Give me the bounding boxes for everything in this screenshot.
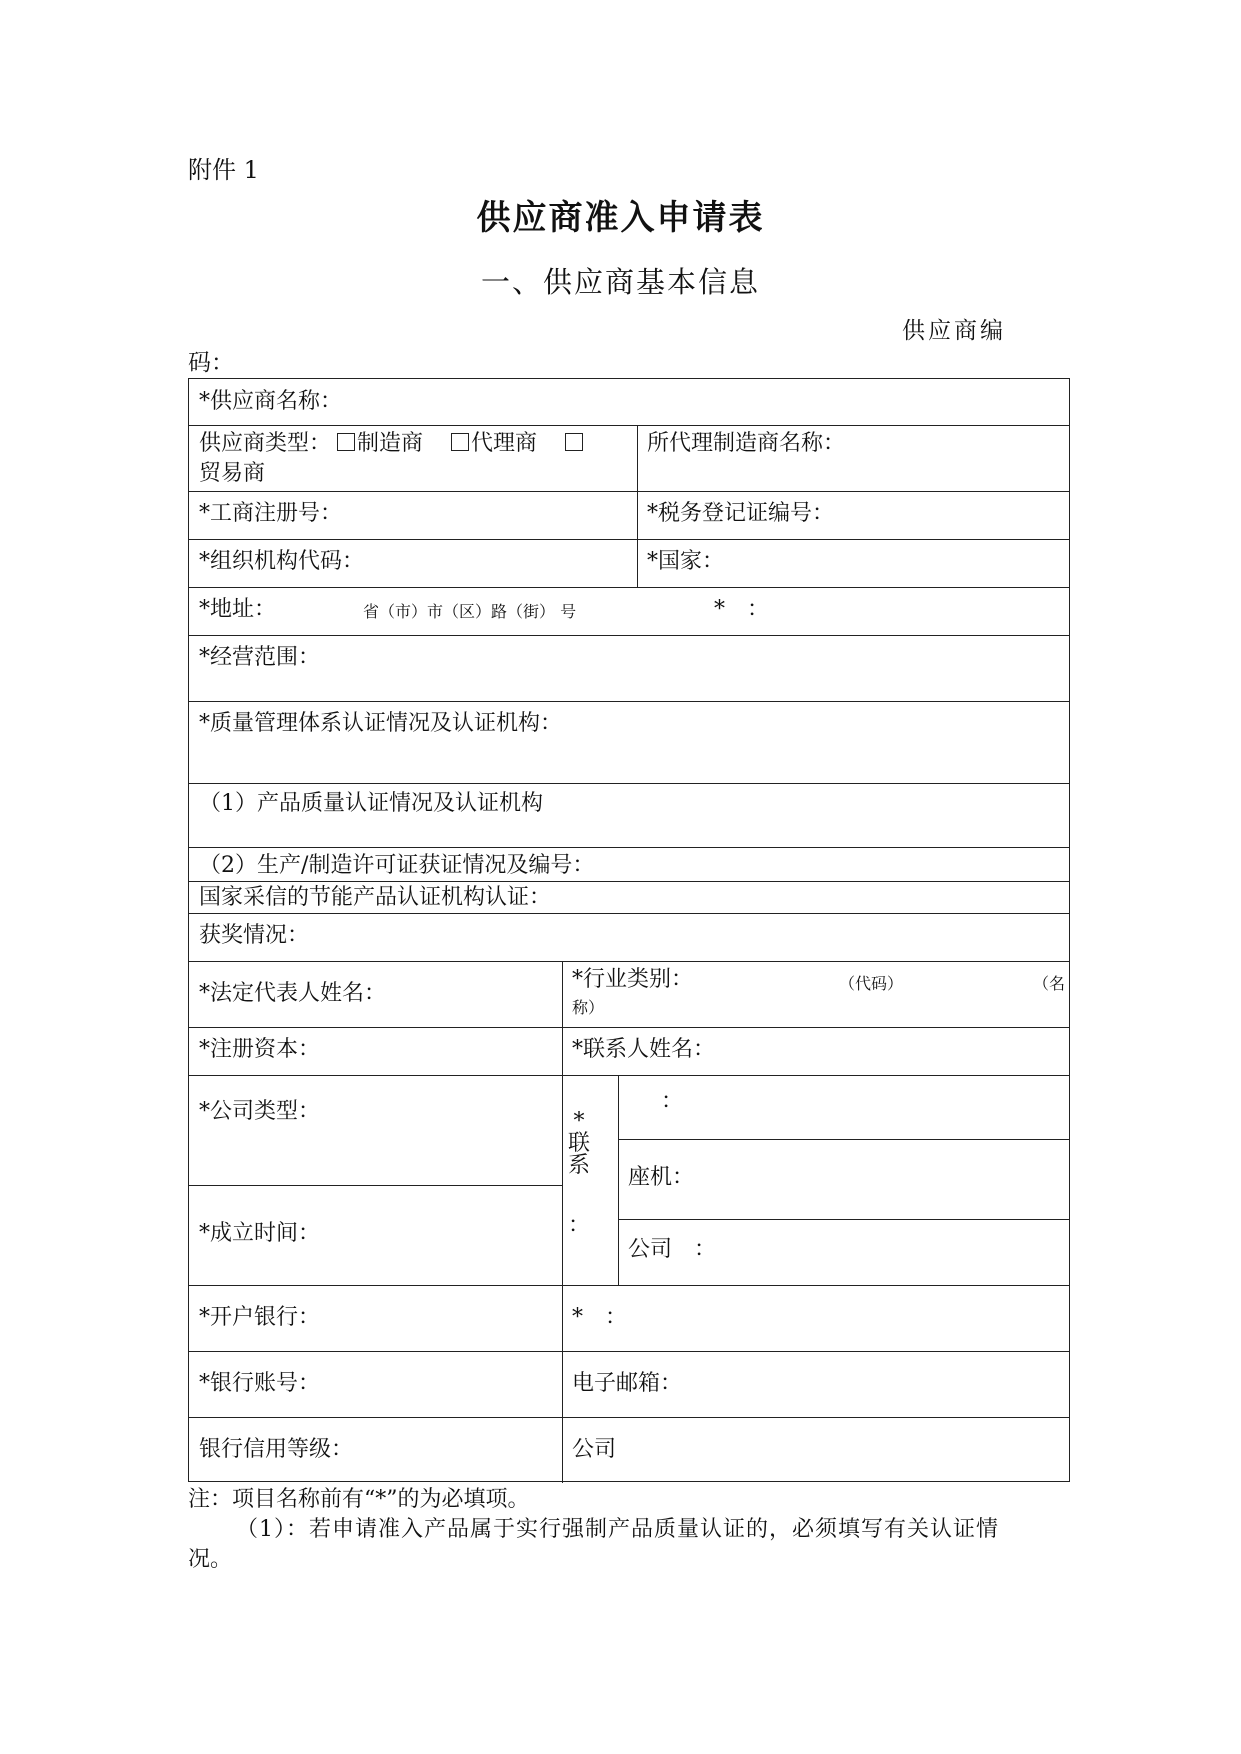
tax-reg-no-field[interactable]: *税务登记证编号：	[647, 501, 835, 526]
industry-field[interactable]: *行业类别：	[572, 967, 694, 992]
business-reg-no-field[interactable]: *工商注册号：	[199, 501, 343, 526]
industry-code-hint: （代码）	[839, 974, 904, 993]
org-code-field[interactable]: *组织机构代码：	[199, 549, 365, 574]
contact-char-1: 联	[567, 1131, 590, 1156]
established-date-field[interactable]: *成立时间：	[199, 1221, 321, 1246]
legal-rep-field[interactable]: *法定代表人姓名：	[199, 981, 387, 1006]
business-scope-field[interactable]: *经营范围：	[199, 645, 321, 670]
contact-name-field[interactable]: *联系人姓名：	[572, 1037, 716, 1062]
bank-right-field[interactable]: * ：	[572, 1305, 628, 1330]
attachment-label: 附件 1	[188, 156, 259, 184]
country-field[interactable]: *国家：	[647, 549, 725, 574]
manufacturer-option-label: 制造商	[357, 431, 424, 456]
application-form-table	[188, 378, 1070, 1482]
product-cert-field[interactable]: （1）产品质量认证情况及认证机构	[199, 791, 543, 816]
credit-rating-field[interactable]: 银行信用等级：	[199, 1437, 354, 1462]
agent-option-label: 代理商	[471, 431, 538, 456]
email-field[interactable]: 电子邮箱：	[572, 1371, 683, 1396]
section-title: 一、供应商基本信息	[480, 265, 760, 299]
address-field[interactable]: *地址：	[199, 597, 277, 622]
company-phone-field[interactable]: 公司 ：	[628, 1237, 717, 1262]
manufacturer-checkbox[interactable]	[337, 433, 355, 451]
trader-checkbox[interactable]	[565, 433, 583, 451]
agent-checkbox[interactable]	[451, 433, 469, 451]
agent-manufacturer-field[interactable]: 所代理制造商名称：	[647, 431, 846, 456]
company-website-field[interactable]: 公司	[572, 1437, 617, 1462]
contact-char-2: 系	[567, 1153, 590, 1178]
landline-field[interactable]: 座机：	[628, 1165, 695, 1190]
mobile-phone-field[interactable]: ：	[661, 1089, 684, 1114]
awards-field[interactable]: 获奖情况：	[199, 923, 310, 948]
quality-system-field[interactable]: *质量管理体系认证情况及认证机构：	[199, 711, 563, 736]
address-hint: 省（市）市（区）路（街） 号	[363, 602, 577, 621]
supplier-type-label: 供应商类型：	[199, 431, 332, 456]
contact-star: *	[573, 1109, 585, 1134]
production-license-field[interactable]: （2）生产/制造许可证获证情况及编号：	[199, 853, 595, 878]
industry-name-hint-cont: 称）	[572, 998, 605, 1017]
note-quality-cert-cont: 况。	[188, 1547, 233, 1572]
energy-saving-cert-field[interactable]: 国家采信的节能产品认证机构认证：	[199, 885, 552, 910]
contact-colon: ：	[567, 1213, 590, 1238]
note-quality-cert: （1）：若申请准入产品属于实行强制产品质量认证的，必须填写有关认证情	[236, 1517, 999, 1542]
bank-field[interactable]: *开户银行：	[199, 1305, 321, 1330]
note-required: 注：项目名称前有“*”的为必填项。	[188, 1487, 530, 1512]
supplier-code-label-cont: 码：	[188, 350, 234, 376]
supplier-type-field	[199, 429, 585, 459]
registered-capital-field[interactable]: *注册资本：	[199, 1037, 321, 1062]
contact-phone-vertical-label	[564, 1111, 594, 1237]
supplier-code-label: 供应商编	[902, 318, 1006, 344]
trader-option-label: 贸易商	[199, 461, 266, 486]
address-extra-field[interactable]: * ：	[714, 597, 770, 622]
form-title: 供应商准入申请表	[476, 198, 765, 238]
bank-account-field[interactable]: *银行账号：	[199, 1371, 321, 1396]
supplier-name-field[interactable]: *供应商名称：	[199, 389, 343, 414]
industry-name-hint: （名	[1033, 974, 1066, 993]
company-type-field[interactable]: *公司类型：	[199, 1099, 321, 1124]
